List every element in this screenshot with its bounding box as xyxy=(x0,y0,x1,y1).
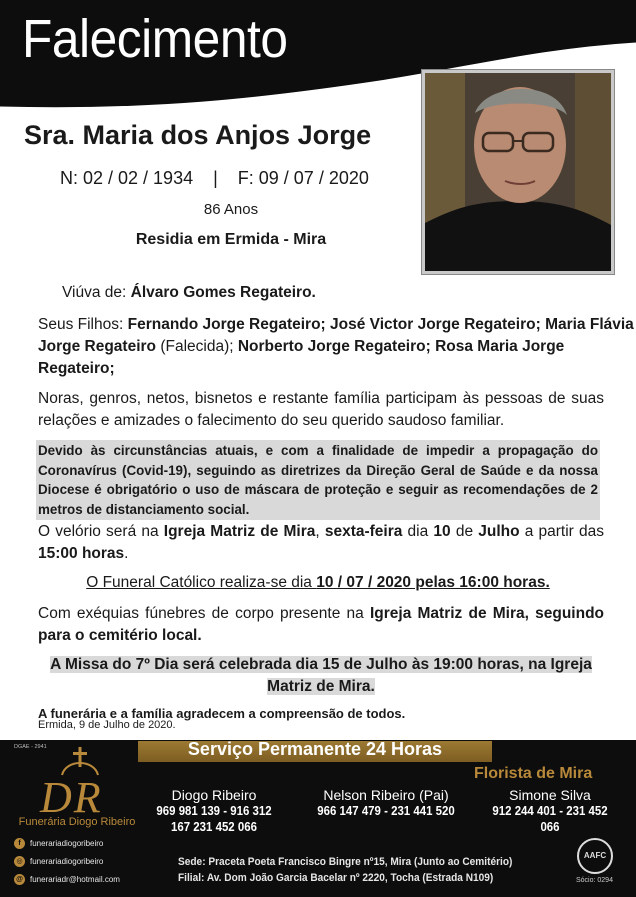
contact-phone: 912 244 401 - 231 452 066 xyxy=(492,803,608,834)
wake-time: 15:00 horas xyxy=(38,545,125,562)
logo-letters: DR xyxy=(40,773,103,822)
date-place: Ermida, 9 de Julho de 2020. xyxy=(38,719,176,731)
addresses xyxy=(178,854,512,886)
children-note: (Falecida); xyxy=(156,338,238,355)
wake-text: , xyxy=(315,523,325,540)
dgae-code: DGAE - 2941 xyxy=(14,744,47,750)
main-address: Sede: Praceta Poeta Francisco Bingre nº15, Mira (Junto ao Cemitério) xyxy=(178,856,513,868)
branch-address: Filial: Av. Dom João Garcia Bacelar nº 2220, Tocha (Estrada N109) xyxy=(178,872,494,884)
email-icon: @ xyxy=(14,874,25,885)
contact-diogo xyxy=(140,787,288,835)
contact-phone: 969 981 139 - 916 312 167 231 452 066 xyxy=(156,803,272,834)
wake-text: a partir das xyxy=(519,523,604,540)
florist-name: Florista de Mira xyxy=(474,765,593,782)
children-label: Seus Filhos: xyxy=(38,316,128,333)
family-paragraph: Noras, genros, netos, bisnetos e restante família participam às pessoas de suas relações e amizades o falecimento do seu querido saudoso familiar. xyxy=(38,390,604,429)
exequies-paragraph xyxy=(38,603,604,647)
exequies-text: seguindo para o cemitério local. xyxy=(38,605,605,644)
thanks-line: A funerária e a família agradecem a compreensão de todos. xyxy=(38,706,406,721)
funeral-line xyxy=(0,572,636,594)
exequies-place: Igreja Matriz de Mira, xyxy=(369,605,529,622)
spouse-name: Álvaro Gomes Regateiro. xyxy=(130,284,316,301)
social-email[interactable] xyxy=(14,874,120,885)
deceased-name: Sra. Maria dos Anjos Jorge xyxy=(24,120,372,150)
wake-paragraph xyxy=(38,521,604,565)
wake-text: O velório será na xyxy=(38,523,164,540)
funeral-datetime: 10 / 07 / 2020 pelas 16:00 horas. xyxy=(316,574,550,591)
social-facebook[interactable] xyxy=(14,838,103,849)
contact-simone xyxy=(472,787,628,835)
contact-name: Nelson Ribeiro (Pai) xyxy=(323,787,449,803)
wake-text: de xyxy=(450,523,479,540)
logo-name: Funerária Diogo Ribeiro xyxy=(18,816,136,828)
contact-nelson xyxy=(300,787,472,819)
widow-line xyxy=(62,282,316,304)
facebook-handle: funerariadiogoribeiro xyxy=(30,839,104,848)
birth-death-dates: N: 02 / 02 / 1934 | F: 09 / 07 / 2020 xyxy=(60,168,369,188)
association-logo: AAFC xyxy=(577,838,613,874)
email-address: funerariadr@hotmail.com xyxy=(30,875,120,884)
facebook-icon: f xyxy=(14,838,25,849)
wake-place: Igreja Matriz de Mira xyxy=(163,523,316,540)
widow-label: Viúva de: xyxy=(62,284,131,301)
contact-phone: 966 147 479 - 231 441 520 xyxy=(317,803,455,818)
page-title: Falecimento xyxy=(22,9,288,69)
social-instagram[interactable] xyxy=(14,856,103,867)
wake-date: 10 xyxy=(433,523,451,540)
contact-name: Diogo Ribeiro xyxy=(171,787,257,803)
mass-notice xyxy=(38,654,604,698)
instagram-handle: funerariadiogoribeiro xyxy=(30,857,104,866)
wake-text: dia xyxy=(402,523,434,540)
member-number: Sócio: 0294 xyxy=(576,877,613,884)
mass-text: A Missa do 7º Dia será celebrada dia 15 de Julho às 19:00 horas, na Igreja Matriz de Mira. xyxy=(50,656,592,695)
deceased-residence: Residia em Ermida - Mira xyxy=(135,231,327,248)
contact-name: Simone Silva xyxy=(509,787,591,803)
wake-text: . xyxy=(124,545,129,562)
children-names-1: Fernando Jorge Regateiro; José Victor Jorge Regateiro; Maria Flávia Jorge Regateiro xyxy=(38,316,634,355)
wake-month: Julho xyxy=(478,523,520,540)
exequies-text: Com exéquias fúnebres de corpo presente na xyxy=(38,605,370,622)
instagram-icon: ◎ xyxy=(14,856,25,867)
funeral-text: O Funeral Católico realiza-se dia xyxy=(86,574,317,591)
wake-day: sexta-feira xyxy=(324,523,403,540)
deceased-age: 86 Anos xyxy=(203,201,259,218)
children-paragraph xyxy=(38,314,636,380)
children-names-2: Norberto Jorge Regateiro; Rosa Maria Jorge Regateiro; xyxy=(38,338,565,377)
service-text: Serviço Permanente 24 Horas xyxy=(187,739,443,759)
covid-notice: Devido às circunstâncias atuais, e com a finalidade de impedir a propagação do Coronavírus (Covid-19), seguindo as diretrizes da Direção Geral de Saúde e da nossa Diocese é obrigatório o uso de máscara de proteção e seguir as recomendações de 2 metros de distanciamento social. xyxy=(36,440,600,520)
